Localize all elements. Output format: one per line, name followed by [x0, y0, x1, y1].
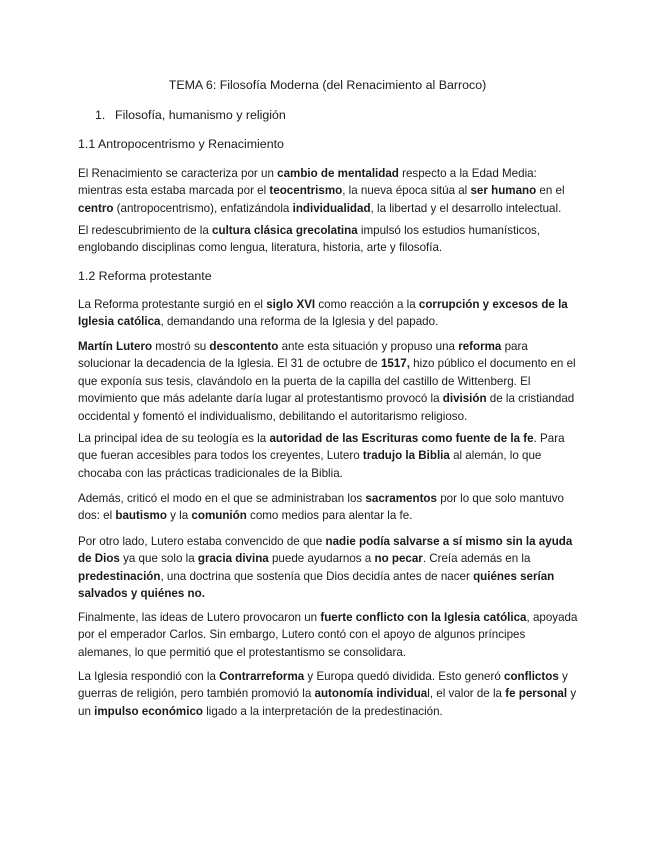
emphasis-text: teocentrismo	[269, 184, 343, 198]
section-number: 1.	[95, 108, 106, 122]
body-text: , apoyada por el emperador Carlos. Sin embargo, Lutero contó con el apoyo de algunos príncipes alemanes, lo que permitió que el protestantismo se consolidara.	[78, 611, 581, 659]
emphasis-text: predestinación	[78, 569, 161, 583]
body-text: y un	[78, 687, 580, 718]
emphasis-text: gracia divina	[197, 552, 269, 566]
body-text: y Europa quedó dividida. Esto generó	[304, 670, 505, 683]
emphasis-text: cultura clásica grecolatina	[212, 224, 358, 237]
body-text: ya que solo la	[119, 552, 198, 566]
body-text: , la nueva época sitúa al	[342, 184, 471, 198]
paragraph	[78, 430, 578, 482]
body-text: hizo público el documento en el que exponía sus tesis, clavándolo en la puerta de la capilla del castillo de Wittenberg. El movimiento que más adelante daría lugar al protestantismo provocó la	[78, 357, 579, 406]
body-text: Además, criticó el modo en el que se administraban los	[78, 492, 366, 505]
document-title: TEMA 6: Filosofía Moderna (del Renacimiento al Barroco)	[168, 78, 487, 92]
body-text: La principal idea de su teología es la	[78, 432, 270, 445]
body-text: l, el valor de la	[427, 687, 506, 701]
body-text: La Reforma protestante surgió en el	[78, 298, 267, 311]
body-text: como reacción a la	[315, 298, 419, 311]
body-text: en el	[536, 184, 568, 198]
emphasis-text: bautismo	[115, 509, 167, 523]
emphasis-text: cambio de mentalidad	[277, 167, 399, 180]
body-text: El Renacimiento se caracteriza por un	[78, 167, 278, 180]
body-text: , demandando una reforma de la Iglesia y del papado.	[160, 315, 439, 329]
emphasis-text: fe personal	[505, 687, 568, 701]
body-text: . Creía además en la	[422, 552, 534, 566]
body-text: El redescubrimiento de la	[78, 224, 213, 237]
paragraph	[78, 222, 578, 257]
body-text: ante esta situación y propuso una	[278, 340, 459, 353]
emphasis-text: corrupción y excesos de la Iglesia católica	[78, 298, 568, 329]
paragraph	[78, 668, 578, 720]
emphasis-text: individualidad	[292, 201, 371, 215]
emphasis-text: autoridad de las Escrituras como fuente de la fe	[269, 432, 534, 445]
body-text: para solucionar la decadencia de la Iglesia. El 31 de octubre de	[78, 340, 532, 371]
body-text: Finalmente, las ideas de Lutero provocaron un	[78, 611, 321, 624]
body-text: de la cristiandad occidental y fomentó el individualismo, debilitando el autoritarismo religioso.	[78, 392, 578, 423]
emphasis-text: siglo XVI	[266, 298, 316, 311]
body-text: (antropocentrismo), enfatizándola	[113, 201, 293, 215]
emphasis-text: autonomía individua	[314, 687, 428, 701]
body-text: La Iglesia respondió con la	[78, 670, 220, 683]
emphasis-text: impulso económico	[94, 704, 203, 718]
body-text: y guerras de religión, pero también promovió la	[78, 670, 572, 701]
emphasis-text: no pecar	[374, 552, 423, 566]
body-text: , una doctrina que sostenía que Dios decidía antes de nacer	[160, 569, 474, 583]
emphasis-text: conflictos	[504, 670, 559, 683]
paragraph	[78, 490, 578, 525]
body-text: y la	[166, 509, 192, 523]
paragraph	[78, 609, 581, 661]
body-text: ligado a la interpretación de la predestinación.	[203, 704, 443, 718]
section-heading	[95, 108, 286, 123]
paragraph	[78, 338, 578, 425]
body-text: respecto a la Edad Media: mientras esta estaba marcada por el	[78, 167, 541, 198]
body-text: mostró su	[152, 340, 210, 353]
emphasis-text: sacramentos	[365, 492, 437, 505]
subheading-reforma: 1.2 Reforma protestante	[78, 269, 212, 283]
emphasis-text: Martín Lutero	[78, 340, 153, 353]
body-text: al alemán, lo que chocaba con las prácticas tradicionales de la Biblia.	[78, 449, 545, 480]
paragraph	[78, 533, 578, 603]
section-label: Filosofía, humanismo y religión	[115, 108, 286, 122]
emphasis-text: ser humano	[470, 184, 537, 198]
emphasis-text: Contrarreforma	[219, 670, 305, 683]
body-text: Por otro lado, Lutero estaba convencido de que	[78, 535, 326, 548]
emphasis-text: división	[442, 392, 487, 406]
emphasis-text: fuerte conflicto con la Iglesia católica	[320, 611, 527, 624]
body-text: puede ayudarnos a	[268, 552, 375, 566]
body-text: . Para que fueran accesibles para todos los creyentes, Lutero	[78, 432, 568, 463]
emphasis-text: descontento	[209, 340, 279, 353]
body-text: por lo que solo mantuvo dos: el	[78, 492, 568, 523]
body-text: , la libertad y el desarrollo intelectual.	[370, 201, 562, 215]
emphasis-text: nadie podía salvarse a sí mismo sin la ayuda de Dios	[78, 535, 573, 566]
paragraph	[78, 296, 578, 331]
subheading-antropocentrismo: 1.1 Antropocentrismo y Renacimiento	[78, 137, 284, 151]
paragraph	[78, 165, 578, 217]
emphasis-text: comunión	[191, 509, 247, 523]
body-text: como medios para alentar la fe.	[246, 509, 413, 523]
emphasis-text: quiénes serían salvados y quiénes no.	[78, 569, 555, 601]
emphasis-text: 1517,	[380, 357, 410, 371]
emphasis-text: reforma	[458, 340, 502, 353]
emphasis-text: tradujo la Biblia	[362, 449, 450, 463]
body-text: impulsó los estudios humanísticos, englobando disciplinas como lengua, literatura, historia, arte y filosofía.	[78, 224, 544, 255]
emphasis-text: centro	[78, 201, 114, 215]
